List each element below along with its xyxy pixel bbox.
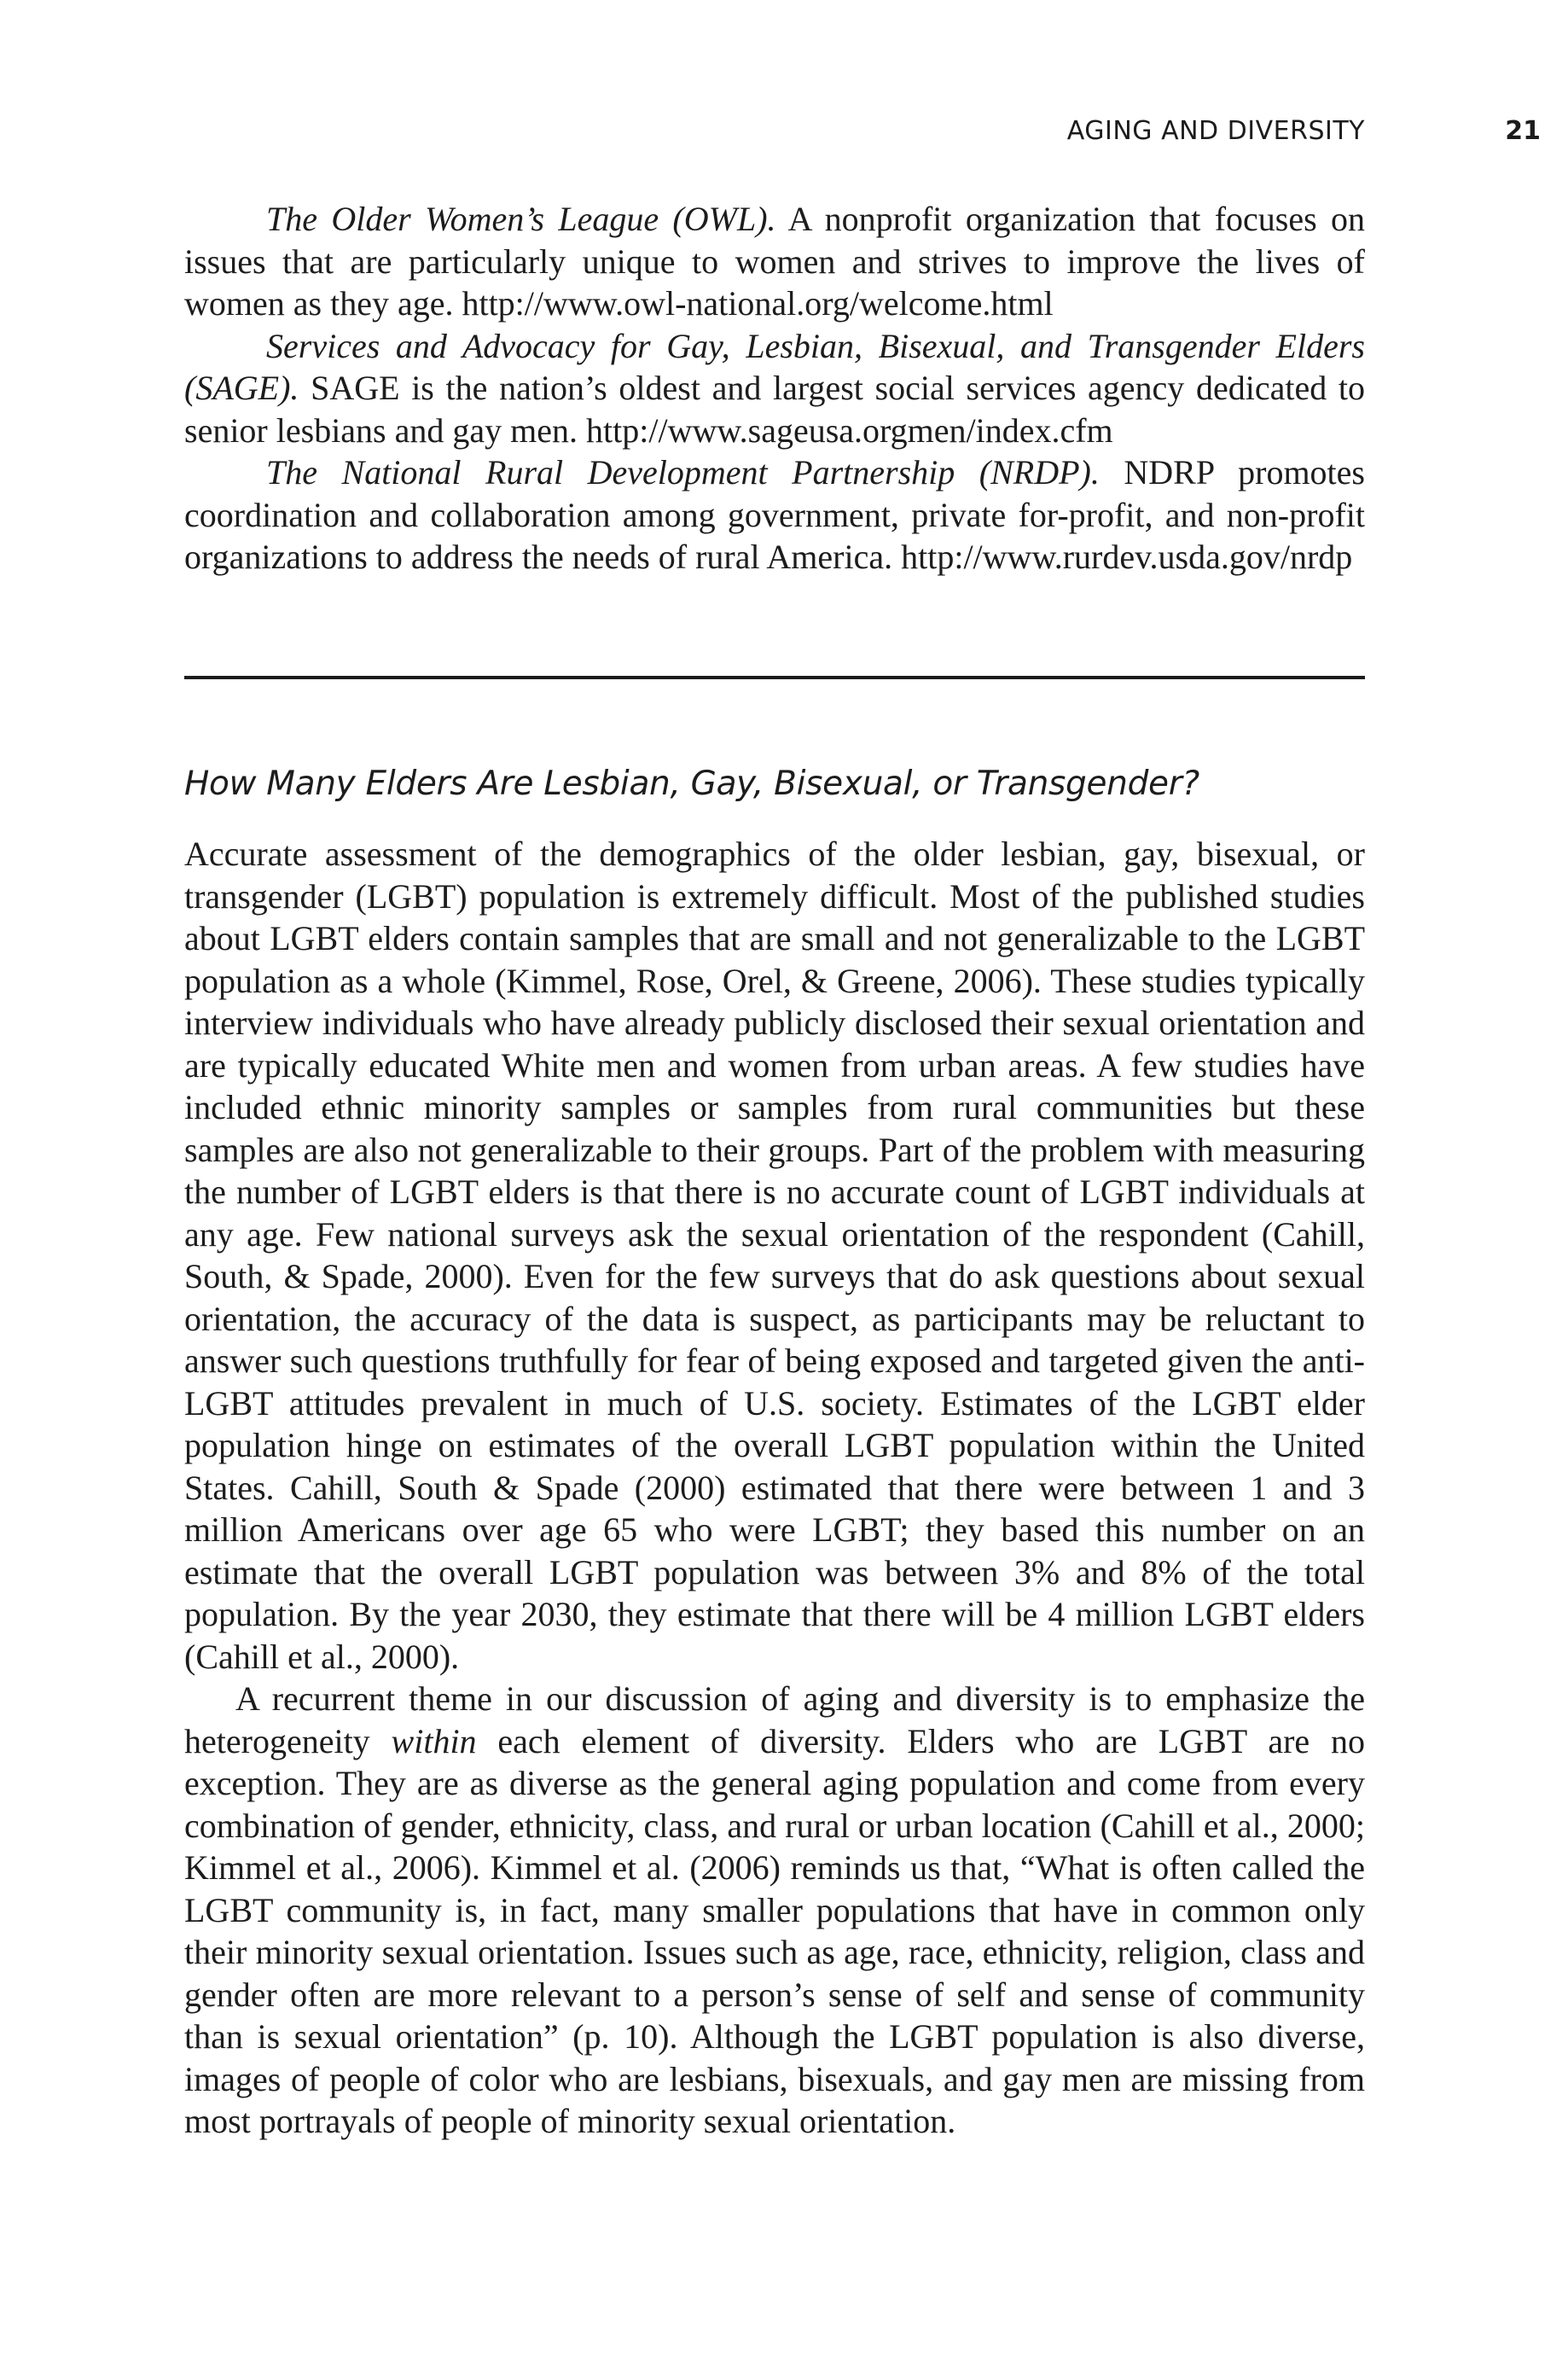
running-head	[0, 113, 1568, 150]
paragraph-2	[184, 1678, 1365, 2143]
body-text	[184, 833, 1365, 2143]
resource-entry-owl	[184, 198, 1365, 325]
resource-description: A nonprofit organization that focuses on issues that are particularly unique to women and strives to improve the lives of women as they age. http://www.owl-national.org/welcome.html	[184, 200, 1366, 323]
resource-description: SAGE is the nation’s oldest and largest social services agency dedicated to senior lesbians and gay men. http://www.sageusa.orgmen/index.cfm	[184, 369, 1365, 450]
resource-entry-sage	[184, 325, 1365, 452]
paragraph-2-rest: each element of diversity. Elders who are LGBT are no exception. They are as diverse as the general aging population and come from every combination of gender, ethnicity, class, and rural or urban location (Cahill et al., 2000; Kimmel et al., 2006). Kimmel et al. (2006) reminds us that, “What is often called the LGBT community is, in fact, many smaller populations that have in common only their minority sexual orientation. Issues such as age, race, ethnicity, religion, class and gender often are more relevant to a person’s sense of self and sense of community than is sexual orientation” (p. 10). Although the LGBT population is also diverse, images of people of color who are lesbians, bisexuals, and gay men are missing from most portrayals of people of minority sexual orientation.	[184, 1721, 1365, 2140]
running-head-title: AGING AND DIVERSITY	[1066, 116, 1365, 146]
resource-name: The National Rural Development Partnership (NRDP).	[266, 453, 1100, 492]
resource-name: Services and Advocacy for Gay, Lesbian, Bisexual, and Transgender Elders (SAGE).	[184, 326, 1365, 407]
paragraph-1: Accurate assessment of the demographics of the older lesbian, gay, bisexual, or transgender (LGBT) population is extremely difficult. Most of the published studies about LGBT elders contain samples that are small and not generalizable to the LGBT population as a whole (Kimmel, Rose, Orel, & Greene, 2006). These studies typically interview individuals who have already publicly disclosed their sexual orientation and are typically educated White men and women from urban areas. A few studies have included ethnic minority samples or samples from rural communities but these samples are also not generalizable to their groups. Part of the problem with measuring the number of LGBT elders is that there is no accurate count of LGBT individuals at any age. Few national surveys ask the sexual orientation of the respondent (Cahill, South, & Spade, 2000). Even for the few surveys that do ask questions about sexual orientation, the accuracy of the data is suspect, as participants may be reluctant to answer such questions truthfully for fear of being exposed and targeted given the anti-LGBT attitudes prevalent in much of U.S. society. Estimates of the LGBT elder population hinge on estimates of the overall LGBT population within the United States. Cahill, South & Spade (2000) estimated that there were between 1 and 3 million Americans over age 65 who were LGBT; they based this number on an estimate that the overall LGBT population was between 3% and 8% of the total population. By the year 2030, they estimate that there will be 4 million LGBT elders (Cahill et al., 2000).	[184, 835, 1365, 1676]
paragraph-2-lead: A recurrent theme in our discussion of aging and diversity is to emphasize the heterogeneity	[184, 1679, 1365, 1760]
resource-description: NDRP promotes coordination and collaboration among government, private for-profit, and non-profit organizations to address the needs of rural America. http://www.rurdev.usda.gov/nrdp	[184, 453, 1365, 576]
resource-list	[184, 198, 1365, 579]
section-heading: How Many Elders Are Lesbian, Gay, Bisexual, or Transgender?	[184, 765, 1199, 803]
section-divider	[184, 676, 1365, 679]
resource-entry-nrdp	[184, 451, 1365, 579]
resource-name: The Older Women’s League (OWL).	[266, 200, 776, 238]
page-number: 21	[1505, 116, 1541, 146]
emphasis-within: within	[391, 1721, 477, 1760]
